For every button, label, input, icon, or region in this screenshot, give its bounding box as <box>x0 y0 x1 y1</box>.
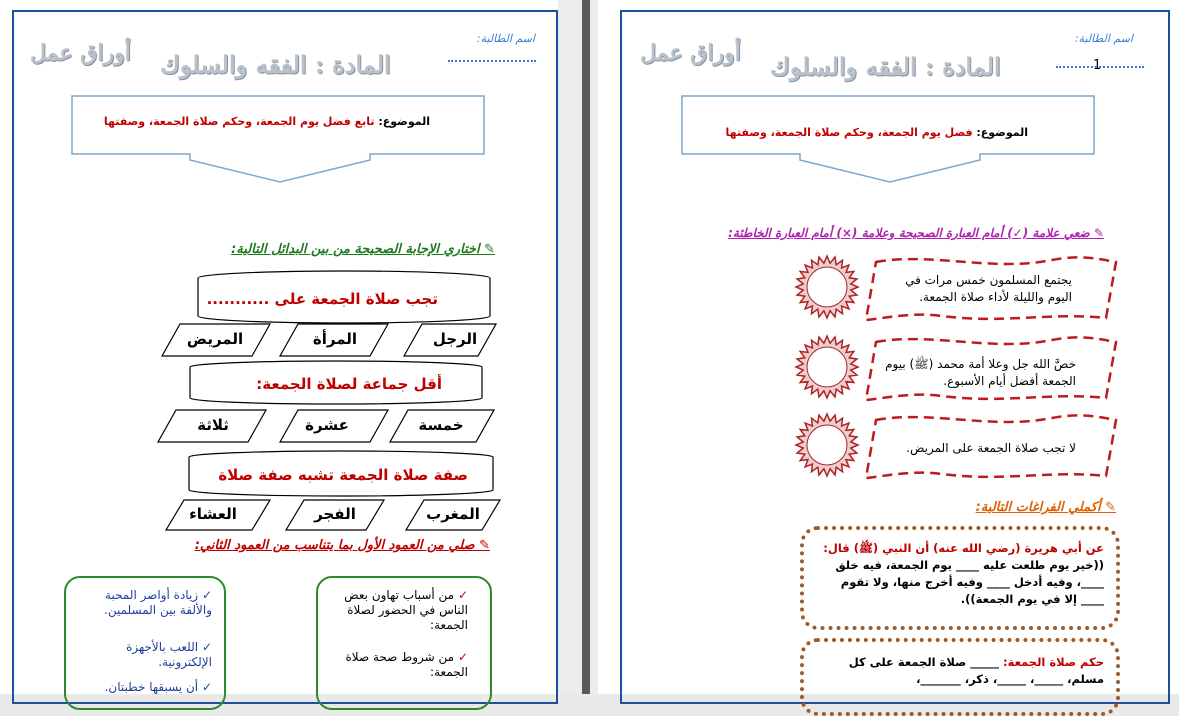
pencil-icon: ✎ <box>1105 500 1116 515</box>
check-icon: ✓ <box>457 650 468 664</box>
option-button[interactable]: عشرة <box>305 416 349 434</box>
option-button[interactable]: ثلاثة <box>197 416 229 434</box>
star-badge-icon[interactable] <box>794 334 860 400</box>
topic-line <box>103 115 430 128</box>
statement-1: يجتمع المسلمون خمس مرات في اليوم والليلة لأداء صلاة الجمعة. <box>905 273 1072 304</box>
section1-title: ضعي علامة (✓) أمام العبارة الصحيحة وعلامة (×) أمام العبارة الخاطئة: <box>728 226 1090 240</box>
topic-arrow-box <box>70 94 490 186</box>
option-button[interactable]: العشاء <box>189 505 237 523</box>
section1-heading <box>694 226 1104 240</box>
topic-arrow-box <box>680 94 1100 186</box>
option-button[interactable]: خمسة <box>418 416 464 434</box>
star-badge-icon[interactable] <box>794 412 860 478</box>
question-2: أقل جماعة لصلاة الجمعة: <box>256 375 442 393</box>
option-button[interactable]: المغرب <box>426 505 480 523</box>
subject-title: المادة : الفقه والسلوك <box>160 50 391 79</box>
ruling-body: _____ صلاة الجمعة على كل مسلم، _____، _____، ذكر، _______، <box>848 655 1104 686</box>
col2-item: ✓ أن يسبقها خطبتان. <box>104 680 212 694</box>
page-divider <box>582 0 590 694</box>
page-gutter <box>558 0 598 694</box>
arrow-down-icon <box>72 96 484 182</box>
ruling-text <box>814 654 1104 688</box>
question-3: صفة صلاة الجمعة تشبه صفة صلاة <box>218 466 468 484</box>
student-name-field[interactable] <box>1056 66 1144 68</box>
check-icon: ✓ <box>201 588 212 602</box>
worksheet-page-right <box>598 0 1179 694</box>
question-text: تجب صلاة الجمعة على <box>274 290 438 308</box>
hadith-body: ((خير يوم طلعت عليه ____ يوم الجمعة، فيه خلق ____، وفيه أدخل ____ وفيه أخرج منها، ولا تقوم ____ إلا في يوم الجمعة)). <box>835 558 1104 606</box>
col2-item: ✓ اللعب بالأجهزة الإلكترونية. <box>126 640 212 669</box>
star-badge-icon[interactable] <box>794 254 860 320</box>
pencil-icon: ✎ <box>479 538 490 553</box>
topic-label: الموضوع: <box>378 115 430 128</box>
hadith-text <box>814 540 1104 608</box>
topic-line <box>725 126 1028 139</box>
col1-item: ✓ من شروط صحة صلاة الجمعة: <box>345 650 468 679</box>
student-name-label: اسم الطالبة: <box>476 32 535 45</box>
topic-value: فضل يوم الجمعة، وحكم صلاة الجمعة، وصفتها <box>725 126 973 139</box>
option-button[interactable]: الرجل <box>432 330 478 348</box>
question-1 <box>206 290 438 308</box>
worksheets-title: أوراق عمل <box>640 40 741 66</box>
col2-item: ✓ زيادة أواصر المحبة والألفة بين المسلمين. <box>104 588 212 617</box>
statement-3: لا تجب صلاة الجمعة على المريض. <box>906 441 1076 455</box>
ruling-label: حكم صلاة الجمعة: <box>1003 655 1104 669</box>
student-name-field[interactable] <box>448 60 536 62</box>
pencil-icon: ✎ <box>1093 226 1104 240</box>
answer-blank[interactable]: ........... <box>206 290 270 308</box>
student-name-label: اسم الطالبة: <box>1074 32 1133 45</box>
section2-title: أكملي الفراغات التالية: <box>975 500 1101 515</box>
worksheet-page-left <box>0 0 558 694</box>
option-button[interactable]: المريض <box>186 330 244 348</box>
section1-heading <box>200 242 495 257</box>
topic-value: تابع فضل يوم الجمعة، وحكم صلاة الجمعة، وصفتها <box>103 115 375 128</box>
check-icon: ✓ <box>201 640 212 654</box>
topic-label: الموضوع: <box>976 126 1028 139</box>
section2-heading <box>160 538 490 553</box>
check-icon: ✓ <box>201 680 212 694</box>
worksheets-title: أوراق عمل <box>30 40 131 66</box>
option-button[interactable]: الفجر <box>314 505 356 523</box>
pencil-icon: ✎ <box>484 242 495 257</box>
option-button[interactable]: المرأة <box>312 330 358 348</box>
hadith-intro: عن أبي هريرة (رضي الله عنه) أن النبي (ﷺ) قال: <box>823 541 1104 555</box>
page-number: 1 <box>1093 58 1102 73</box>
check-icon: ✓ <box>457 588 468 602</box>
section2-heading <box>898 500 1116 515</box>
arrow-down-icon <box>682 96 1094 182</box>
col1-item: ✓ من أسباب تهاون بعض الناس في الحضور لصلاة الجمعة: <box>344 588 468 632</box>
section2-title: صلي من العمود الأول بما يتناسب من العمود الثاني: <box>194 538 475 553</box>
subject-title: المادة : الفقه والسلوك <box>770 52 1001 81</box>
section1-title: اختاري الإجابة الصحيحة من بين البدائل التالية: <box>231 242 480 257</box>
statement-2: خصَّ الله جل وعلا أمة محمد (ﷺ) بيوم الجمعة أفضل أيام الأسبوع. <box>885 357 1076 388</box>
